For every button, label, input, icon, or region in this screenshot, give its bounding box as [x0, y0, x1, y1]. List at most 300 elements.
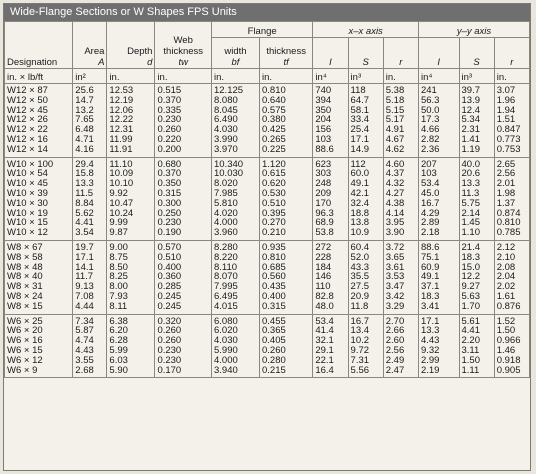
cell-x-I — [313, 157, 348, 240]
cell-value: 3.72 — [385, 241, 405, 253]
cell-value: 0.575 — [262, 104, 286, 116]
cell-value: 0.918 — [496, 354, 521, 366]
cell-value: 2.19 — [420, 364, 440, 376]
cell-value: W6 × 15 — [7, 344, 43, 356]
cell-value: 53.8 — [315, 227, 334, 239]
cell-value: 18.8 — [350, 207, 370, 219]
cell-value: 2.99 — [420, 354, 440, 366]
cell-value: 1.70 — [461, 300, 480, 312]
unit-y-r: in. — [494, 69, 529, 84]
cell-designation — [5, 84, 73, 158]
cell-y-S — [459, 84, 494, 158]
cell-value: 14.7 — [75, 94, 94, 106]
cell-value: 0.905 — [496, 364, 521, 376]
cell-value: 17.1 — [420, 315, 440, 327]
cell-depth — [107, 240, 155, 314]
cell-y-I — [418, 240, 459, 314]
cell-value: 0.515 — [157, 85, 182, 96]
cell-value: W10 × 100 — [7, 158, 54, 170]
cell-value: 4.43 — [420, 335, 440, 347]
cell-value: 5.61 — [461, 315, 480, 327]
cell-value: 0.365 — [262, 325, 286, 337]
cell-value: 2.08 — [496, 261, 516, 273]
cell-x-r — [383, 240, 418, 314]
cell-value: 0.874 — [496, 207, 521, 219]
unit-web: in. — [155, 69, 212, 84]
cell-value: 1.41 — [461, 133, 480, 145]
cell-value: 2.70 — [385, 315, 405, 327]
cell-value: 2.47 — [385, 364, 405, 376]
cell-value: 12.22 — [109, 114, 134, 126]
cell-value: 0.265 — [262, 133, 286, 145]
cell-value: 0.510 — [157, 251, 182, 263]
cell-y-r — [494, 84, 529, 158]
unit-y-I: in⁴ — [418, 69, 459, 84]
cell-value: 11.8 — [350, 300, 369, 312]
cell-area — [73, 240, 107, 314]
cell-value: 110 — [315, 281, 331, 293]
cell-value: W8 × 58 — [7, 251, 43, 263]
cell-value: 0.245 — [157, 290, 182, 302]
cell-value: W8 × 48 — [7, 261, 43, 273]
cell-value: 88.6 — [420, 241, 440, 253]
cell-value: 4.030 — [213, 124, 238, 136]
unit-x-r: in. — [383, 69, 418, 84]
cell-value: W6 × 20 — [7, 325, 43, 337]
unit-x-S: in³ — [348, 69, 383, 84]
unit-flange-thickness: in. — [260, 69, 313, 84]
cell-value: 0.620 — [262, 178, 286, 190]
cell-value: 209 — [315, 187, 332, 199]
cell-value: 6.495 — [213, 290, 238, 302]
cell-value: 8.080 — [213, 94, 238, 106]
cell-value: 40.0 — [461, 158, 480, 170]
cell-value: 25.4 — [350, 124, 370, 136]
cell-area — [73, 84, 107, 158]
cell-value: 53.4 — [420, 178, 440, 190]
cell-value: 18.3 — [420, 290, 440, 302]
cell-value: 0.230 — [157, 354, 182, 366]
table-row-group — [5, 314, 530, 378]
cell-y-S — [459, 314, 494, 378]
cell-value: 0.400 — [157, 261, 182, 273]
cell-value: 0.425 — [262, 124, 286, 136]
cell-value: 0.360 — [157, 271, 182, 283]
cell-value: 272 — [315, 241, 332, 253]
cell-value: 0.847 — [496, 124, 521, 136]
cell-value: 11.7 — [75, 271, 94, 283]
table-row-group — [5, 157, 530, 240]
cell-value: W8 × 24 — [7, 290, 43, 302]
cell-value: 19.7 — [75, 241, 94, 253]
cell-value: 0.570 — [157, 241, 182, 253]
cell-value: 0.170 — [157, 364, 182, 376]
cell-value: 2.20 — [461, 335, 480, 347]
col-x-S: S — [348, 38, 383, 69]
cell-value: 0.685 — [262, 261, 286, 273]
cell-value: 10.030 — [213, 168, 244, 180]
cell-x-r — [383, 157, 418, 240]
cell-x-S — [348, 84, 383, 158]
cell-value: 3.95 — [385, 217, 405, 229]
cell-value: 48.0 — [315, 300, 334, 312]
cell-y-S — [459, 240, 494, 314]
cell-value: 3.29 — [385, 300, 405, 312]
cell-value: 146 — [315, 271, 332, 283]
cell-value: 5.18 — [385, 94, 405, 106]
cell-value: 10.340 — [213, 158, 244, 170]
cell-value: 2.02 — [496, 281, 516, 293]
cell-value: 6.48 — [75, 124, 94, 136]
cell-value: 2.56 — [385, 344, 405, 356]
cell-value: 0.560 — [262, 271, 286, 283]
cell-value: 15.8 — [75, 168, 94, 180]
cell-value: 6.080 — [213, 315, 238, 327]
cell-designation — [5, 157, 73, 240]
cell-y-r — [494, 314, 529, 378]
cell-value: W8 × 40 — [7, 271, 43, 283]
cell-value: 0.230 — [157, 344, 182, 356]
cell-value: 29.4 — [75, 158, 94, 170]
cell-value: W10 × 30 — [7, 197, 48, 209]
cell-value: 0.200 — [157, 143, 182, 155]
cell-y-r — [494, 240, 529, 314]
cell-value: 8.045 — [213, 104, 238, 116]
cell-value: 394 — [315, 94, 332, 106]
cell-value: 0.810 — [262, 85, 286, 96]
cell-value: 8.75 — [109, 251, 128, 263]
cell-value: 2.65 — [496, 158, 516, 170]
cell-value: W10 × 54 — [7, 168, 48, 180]
cell-value: 37.1 — [420, 281, 440, 293]
cell-value: 4.44 — [75, 300, 94, 312]
cell-value: 0.315 — [262, 300, 286, 312]
cell-value: 4.37 — [385, 168, 405, 180]
col-x-r: r — [383, 38, 418, 69]
cell-value: W10 × 15 — [7, 217, 48, 229]
cell-value: 0.615 — [262, 168, 286, 180]
cell-value: 0.260 — [262, 344, 286, 356]
cell-value: 8.84 — [75, 197, 94, 209]
cell-value: 10.09 — [109, 168, 134, 180]
cell-value: 10.24 — [109, 207, 134, 219]
cell-value: 0.245 — [157, 300, 182, 312]
cell-value: 7.995 — [213, 281, 238, 293]
cell-value: 16.4 — [315, 364, 334, 376]
cell-value: 0.370 — [157, 94, 182, 106]
cell-value: 6.020 — [213, 325, 238, 337]
cell-value: 9.00 — [109, 241, 128, 253]
cell-y-I — [418, 314, 459, 378]
cell-value: 11.10 — [109, 158, 133, 170]
col-flange: Flange — [211, 22, 312, 38]
cell-value: 0.280 — [262, 354, 286, 366]
cell-value: W10 × 39 — [7, 187, 48, 199]
cell-value: 6.20 — [109, 325, 128, 337]
cell-value: 96.3 — [315, 207, 334, 219]
cell-value: 1.45 — [461, 217, 480, 229]
cell-value: 5.34 — [461, 114, 480, 126]
cell-x-S — [348, 157, 383, 240]
cell-value: 0.530 — [262, 187, 286, 199]
cell-x-r — [383, 84, 418, 158]
cell-value: W12 × 50 — [7, 94, 48, 106]
cell-value: 207 — [420, 158, 437, 170]
cell-value: 1.11 — [461, 364, 480, 376]
cell-web-thickness — [155, 240, 212, 314]
cell-value: 16.7 — [350, 315, 370, 327]
cell-area — [73, 157, 107, 240]
cell-value: 16.7 — [420, 197, 440, 209]
cell-value: 12.4 — [461, 104, 480, 116]
cell-value: 0.225 — [262, 143, 286, 155]
cell-value: 8.280 — [213, 241, 238, 253]
cell-value: 3.960 — [213, 227, 238, 239]
cell-value: 13.4 — [350, 325, 370, 337]
cell-value: 5.15 — [385, 104, 405, 116]
cell-value: 35.5 — [350, 271, 370, 283]
cell-value: 3.61 — [385, 261, 405, 273]
cell-value: 248 — [315, 178, 332, 190]
cell-web-thickness — [155, 314, 212, 378]
cell-value: 4.16 — [75, 143, 94, 155]
cell-value: 2.04 — [496, 271, 516, 283]
cell-value: 7.65 — [75, 114, 94, 126]
cell-web-thickness — [155, 157, 212, 240]
cell-value: 1.10 — [461, 227, 480, 239]
cell-value: W8 × 67 — [7, 241, 43, 253]
cell-value: 17.1 — [350, 133, 370, 145]
cell-area — [73, 314, 107, 378]
cell-value: 6.28 — [109, 335, 128, 347]
cell-value: 11.3 — [461, 187, 480, 199]
cell-value: 9.92 — [109, 187, 128, 199]
cell-value: 4.74 — [75, 335, 94, 347]
unit-designation: in. × lb/ft — [5, 69, 73, 84]
unit-area: in² — [73, 69, 107, 84]
cell-value: 4.020 — [213, 207, 238, 219]
cell-value: 170 — [315, 197, 332, 209]
cell-value: W8 × 31 — [7, 281, 43, 293]
cell-designation — [5, 314, 73, 378]
cell-value: 3.41 — [420, 300, 440, 312]
col-flange-width: width bf — [211, 38, 259, 69]
cell-value: 1.94 — [496, 104, 516, 116]
cell-value: 0.230 — [157, 217, 182, 229]
cell-value: W12 × 26 — [7, 114, 48, 126]
cell-value: 21.4 — [461, 241, 480, 253]
cell-value: 1.50 — [461, 354, 480, 366]
cell-value: 8.50 — [109, 261, 128, 273]
cell-value: 1.52 — [496, 315, 516, 327]
cell-value: 17.3 — [420, 114, 440, 126]
cell-value: 43.3 — [350, 261, 370, 273]
cell-value: 5.990 — [213, 344, 238, 356]
cell-value: 1.96 — [496, 94, 516, 106]
cell-value: 75.1 — [420, 251, 440, 263]
cell-value: 4.000 — [213, 354, 238, 366]
cell-value: 13.3 — [461, 178, 480, 190]
col-y-r: r — [494, 38, 529, 69]
cell-value: 7.985 — [213, 187, 238, 199]
cell-x-S — [348, 240, 383, 314]
cell-value: 3.940 — [213, 364, 238, 376]
cell-value: 4.29 — [420, 207, 440, 219]
cell-flange-width — [211, 314, 259, 378]
cell-value: 3.07 — [496, 85, 516, 96]
cell-value: 32.4 — [350, 197, 370, 209]
cell-value: 12.06 — [109, 104, 134, 116]
cell-value: 33.4 — [350, 114, 370, 126]
cell-value: 0.260 — [157, 335, 182, 347]
cell-value: 4.66 — [420, 124, 440, 136]
cell-value: 7.31 — [350, 354, 370, 366]
cell-value: 0.395 — [262, 207, 286, 219]
cell-value: 22.1 — [315, 354, 334, 366]
cell-value: 9.32 — [420, 344, 440, 356]
cell-flange-thickness — [260, 157, 313, 240]
cell-value: 4.62 — [385, 143, 405, 155]
col-area: Area A — [73, 22, 107, 69]
cell-value: 8.020 — [213, 178, 238, 190]
cell-value: 2.60 — [385, 335, 405, 347]
cell-value: 50.0 — [420, 104, 440, 116]
cell-value: W8 × 15 — [7, 300, 43, 312]
cell-value: 5.90 — [109, 364, 128, 376]
cell-value: 60.0 — [350, 168, 370, 180]
cell-value: 0.320 — [157, 315, 182, 327]
cell-flange-width — [211, 240, 259, 314]
cell-value: 8.110 — [213, 261, 238, 273]
unit-flange-width: in. — [211, 69, 259, 84]
cell-value: 2.82 — [420, 133, 440, 145]
cell-value: 118 — [350, 85, 366, 96]
cell-value: W10 × 19 — [7, 207, 48, 219]
cell-value: 2.66 — [385, 325, 405, 337]
cell-value: 2.12 — [496, 241, 516, 253]
col-depth: Depth d — [107, 22, 155, 69]
cell-value: 2.14 — [461, 207, 480, 219]
cell-value: 20.6 — [461, 168, 480, 180]
cell-value: 1.61 — [496, 290, 516, 302]
cell-value: 45.0 — [420, 187, 440, 199]
cell-value: 27.5 — [350, 281, 370, 293]
cell-value: 7.08 — [75, 290, 94, 302]
cell-value: 5.810 — [213, 197, 238, 209]
cell-flange-width — [211, 84, 259, 158]
cell-value: 2.36 — [420, 143, 440, 155]
cell-value: 4.41 — [461, 325, 480, 337]
cell-value: 2.31 — [461, 124, 480, 136]
cell-value: 9.99 — [109, 217, 128, 229]
cell-value: W12 × 87 — [7, 85, 48, 96]
cell-value: 4.38 — [385, 197, 405, 209]
cell-value: 350 — [315, 104, 332, 116]
col-flange-thickness: thickness tf — [260, 38, 313, 69]
cell-value: 0.215 — [262, 364, 286, 376]
cell-depth — [107, 157, 155, 240]
cell-value: 0.260 — [157, 325, 182, 337]
cell-value: 3.54 — [75, 227, 94, 239]
cell-value: 103 — [315, 133, 332, 145]
cell-value: 0.270 — [262, 217, 286, 229]
table-body — [5, 84, 530, 378]
cell-value: 0.335 — [157, 104, 182, 116]
cell-value: 82.8 — [315, 290, 334, 302]
cell-value: 15.0 — [461, 261, 480, 273]
cell-value: 0.935 — [262, 241, 286, 253]
cell-value: 12.2 — [461, 271, 480, 283]
cell-value: 8.220 — [213, 251, 238, 263]
cell-x-I — [313, 240, 348, 314]
table-title: Wide-Flange Sections or W Shapes FPS Units — [4, 4, 530, 21]
cell-value: 13.9 — [461, 94, 480, 106]
cell-value: 0.220 — [157, 133, 182, 145]
cell-value: W12 × 22 — [7, 124, 48, 136]
cell-value: 184 — [315, 261, 332, 273]
cell-value: 7.93 — [109, 290, 128, 302]
cell-value: 9.27 — [461, 281, 480, 293]
cell-x-I — [313, 314, 348, 378]
cell-value: 0.405 — [262, 335, 286, 347]
cell-depth — [107, 314, 155, 378]
cell-value: 13.8 — [350, 217, 370, 229]
cell-value: 3.990 — [213, 133, 238, 145]
cell-value: 13.2 — [75, 104, 94, 116]
cell-depth — [107, 84, 155, 158]
cell-value: 10.9 — [350, 227, 370, 239]
cell-value: 52.0 — [350, 251, 370, 263]
cell-value: 12.53 — [109, 85, 134, 96]
cell-value: 5.99 — [109, 344, 128, 356]
cell-value: 12.125 — [213, 85, 244, 96]
col-y-I: I — [418, 38, 459, 69]
cell-flange-thickness — [260, 240, 313, 314]
cell-value: 6.490 — [213, 114, 238, 126]
cell-value: 4.41 — [75, 217, 94, 229]
cell-value: 2.10 — [496, 251, 516, 263]
cell-value: 49.1 — [420, 271, 440, 283]
cell-value: 2.01 — [496, 178, 516, 190]
cell-value: 740 — [315, 85, 332, 96]
cell-value: 0.285 — [157, 281, 182, 293]
cell-value: W12 × 14 — [7, 143, 48, 155]
cell-value: 11.5 — [75, 187, 94, 199]
cell-value: 10.47 — [109, 197, 134, 209]
cell-value: 2.68 — [75, 364, 94, 376]
unit-depth: in. — [107, 69, 155, 84]
cell-value: 8.070 — [213, 271, 238, 283]
cell-value: 0.966 — [496, 335, 521, 347]
col-y-S: S — [459, 38, 494, 69]
cell-web-thickness — [155, 84, 212, 158]
table-row-group — [5, 240, 530, 314]
cell-value: 41.4 — [315, 325, 334, 337]
cell-value: 2.89 — [420, 217, 440, 229]
cell-value: 5.75 — [461, 197, 480, 209]
cell-value: 1.50 — [496, 325, 516, 337]
cell-value: 4.60 — [385, 158, 405, 170]
cell-x-S — [348, 314, 383, 378]
cell-flange-thickness — [260, 84, 313, 158]
cell-value: 0.810 — [496, 217, 521, 229]
col-yy-axis: y–y axis — [418, 22, 529, 38]
cell-x-I — [313, 84, 348, 158]
cell-value: 0.370 — [157, 168, 182, 180]
cell-value: 1.37 — [496, 197, 516, 209]
cell-value: 5.63 — [461, 290, 480, 302]
cell-value: 64.7 — [350, 94, 370, 106]
